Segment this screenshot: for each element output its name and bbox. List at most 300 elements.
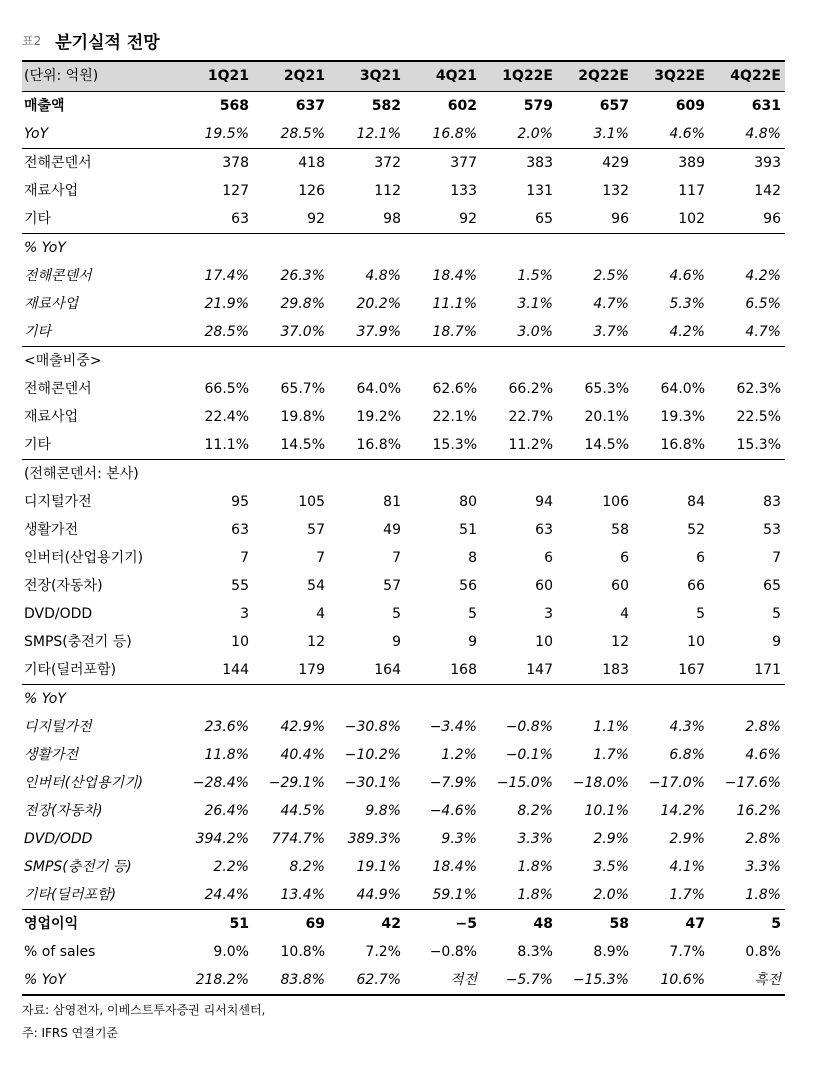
table-cell: 96 — [763, 210, 781, 227]
table-cell: 637 — [295, 97, 325, 114]
row-label: 재료사업 — [24, 295, 79, 312]
table-cell: 20.1% — [584, 408, 629, 425]
row-label: DVD/ODD — [24, 830, 93, 847]
table-cell: 4 — [620, 605, 629, 622]
table-row — [22, 431, 785, 460]
table-cell: 3 — [240, 605, 249, 622]
table-cell: 65.7% — [280, 380, 325, 397]
table-cell: 37.0% — [280, 323, 325, 340]
table-cell: 92 — [459, 210, 477, 227]
table-cell: 602 — [447, 97, 477, 114]
table-cell: 4.7% — [745, 323, 781, 340]
row-label: 재료사업 — [24, 182, 79, 199]
table-cell: 7 — [240, 549, 249, 566]
table-cell — [709, 346, 785, 375]
table-cell: 393 — [709, 148, 785, 177]
table-row — [22, 572, 785, 600]
table-cell: 47 — [633, 909, 709, 938]
table-cell: 3.3% — [745, 858, 781, 875]
table-cell: 5 — [772, 605, 781, 622]
table-cell: 62.7% — [329, 966, 405, 995]
table-cell: 66 — [687, 577, 705, 594]
table-cell — [557, 459, 633, 488]
table-row — [22, 684, 785, 713]
table-cell: 16.8% — [356, 436, 401, 453]
table-cell: 51 — [177, 909, 253, 938]
table-cell: 377 — [405, 148, 481, 177]
table-row — [22, 375, 785, 403]
table-cell: 22.5% — [736, 408, 781, 425]
table-cell: 84 — [687, 493, 705, 510]
table-cell: 59.1% — [432, 886, 477, 903]
table-row — [22, 656, 785, 685]
table-cell — [481, 346, 557, 375]
table-row — [22, 966, 785, 995]
table-cell — [177, 346, 253, 375]
table-cell: 0.8% — [745, 943, 781, 960]
table-cell: 126 — [298, 182, 325, 199]
table-cell: −3.4% — [429, 718, 477, 735]
table-cell — [405, 684, 481, 713]
table-cell: 3 — [544, 605, 553, 622]
table-cell: 65 — [763, 577, 781, 594]
table-cell: 92 — [307, 210, 325, 227]
column-header: 3Q22E — [633, 61, 709, 91]
table-cell — [633, 459, 709, 488]
table-cell: 6 — [544, 549, 553, 566]
table-cell: 26.4% — [204, 802, 249, 819]
table-cell: 7 — [316, 549, 325, 566]
table-cell: 51 — [459, 521, 477, 538]
table-cell: 6.5% — [745, 295, 781, 312]
table-cell: 94 — [535, 493, 553, 510]
table-cell: 10.6% — [633, 966, 709, 995]
row-label: (전해콘덴서: 본사) — [22, 459, 177, 488]
source-note: 자료: 삼영전자, 이베스트투자증권 리서치센터, — [22, 1003, 266, 1017]
table-row — [22, 459, 785, 488]
table-cell: 19.5% — [204, 125, 249, 142]
table-cell — [177, 684, 253, 713]
quarterly-results-table — [22, 60, 785, 996]
table-row — [22, 853, 785, 881]
table-body — [22, 91, 785, 995]
table-cell: 1.8% — [745, 886, 781, 903]
table-title-text: 분기실적 전망 — [55, 32, 160, 53]
table-cell: 389 — [633, 148, 709, 177]
table-cell: 63 — [231, 210, 249, 227]
table-cell: 5 — [468, 605, 477, 622]
table-cell: 42.9% — [280, 718, 325, 735]
table-cell: 42 — [329, 909, 405, 938]
table-cell: 16.8% — [660, 436, 705, 453]
table-cell: 1.7% — [593, 746, 629, 763]
table-cell — [177, 459, 253, 488]
table-row — [22, 797, 785, 825]
table-cell — [329, 346, 405, 375]
table-cell: 22.1% — [432, 408, 477, 425]
table-row — [22, 120, 785, 149]
row-label: 전해콘덴서 — [24, 267, 92, 284]
table-row — [22, 938, 785, 966]
table-cell: 164 — [374, 661, 401, 678]
table-row — [22, 318, 785, 347]
table-cell: 11.1% — [204, 436, 249, 453]
table-cell: 15.3% — [432, 436, 477, 453]
table-cell — [481, 684, 557, 713]
table-cell: 168 — [450, 661, 477, 678]
table-row — [22, 825, 785, 853]
table-cell: 378 — [177, 148, 253, 177]
table-cell: 6 — [620, 549, 629, 566]
table-row — [22, 262, 785, 290]
table-cell: 54 — [307, 577, 325, 594]
table-row — [22, 881, 785, 910]
table-row — [22, 909, 785, 938]
table-cell: 568 — [219, 97, 249, 114]
table-cell: 58 — [557, 909, 633, 938]
table-cell: 179 — [298, 661, 325, 678]
table-cell: 60 — [611, 577, 629, 594]
column-header: 3Q21 — [329, 61, 405, 91]
table-cell: 429 — [557, 148, 633, 177]
table-cell: 117 — [678, 182, 705, 199]
table-cell: 9.0% — [213, 943, 249, 960]
table-cell: 112 — [374, 182, 401, 199]
table-cell: 5.3% — [669, 295, 705, 312]
table-cell: 15.3% — [736, 436, 781, 453]
table-row — [22, 516, 785, 544]
table-cell: 24.4% — [204, 886, 249, 903]
unit-header: (단위: 억원) — [22, 61, 177, 91]
table-row — [22, 205, 785, 234]
row-label: 전장(자동차) — [24, 802, 103, 819]
table-cell: 52 — [687, 521, 705, 538]
table-cell: 44.5% — [280, 802, 325, 819]
table-cell: 7.7% — [669, 943, 705, 960]
table-cell: 14.5% — [280, 436, 325, 453]
table-row — [22, 488, 785, 516]
table-cell: 147 — [526, 661, 553, 678]
table-cell: −18.0% — [572, 774, 629, 791]
table-cell: 582 — [371, 97, 401, 114]
table-cell: 5 — [709, 909, 785, 938]
table-cell: 418 — [253, 148, 329, 177]
table-cell: 55 — [231, 577, 249, 594]
table-cell: 53 — [763, 521, 781, 538]
table-cell: 105 — [298, 493, 325, 510]
table-row — [22, 233, 785, 262]
table-cell: 17.4% — [204, 267, 249, 284]
table-cell: 383 — [481, 148, 557, 177]
table-cell: −5 — [405, 909, 481, 938]
row-label: SMPS(충전기 등) — [24, 858, 132, 875]
table-cell: 14.5% — [584, 436, 629, 453]
table-cell: 218.2% — [177, 966, 253, 995]
row-label: % YoY — [22, 233, 177, 262]
table-cell: 98 — [383, 210, 401, 227]
table-cell: 18.7% — [432, 323, 477, 340]
table-cell: −4.6% — [429, 802, 477, 819]
table-row — [22, 713, 785, 741]
table-cell — [557, 346, 633, 375]
table-cell: 66.5% — [204, 380, 249, 397]
table-cell: 9 — [468, 633, 477, 650]
row-label: % of sales — [24, 943, 96, 960]
row-label: % YoY — [22, 966, 177, 995]
table-cell: 28.5% — [280, 125, 325, 142]
table-cell: −17.6% — [724, 774, 781, 791]
row-label: YoY — [24, 125, 49, 142]
row-label: 인버터(산업용기기) — [24, 549, 144, 566]
column-header: 4Q21 — [405, 61, 481, 91]
table-cell: 2.9% — [593, 830, 629, 847]
column-header: 1Q21 — [177, 61, 253, 91]
table-cell: −0.8% — [505, 718, 553, 735]
table-cell: 3.0% — [517, 323, 553, 340]
table-cell: 4 — [316, 605, 325, 622]
table-cell: 20.2% — [356, 295, 401, 312]
table-cell: 609 — [675, 97, 705, 114]
table-row — [22, 403, 785, 431]
table-cell: 62.6% — [432, 380, 477, 397]
table-cell: 63 — [535, 521, 553, 538]
table-cell: 9.8% — [365, 802, 401, 819]
table-cell — [253, 346, 329, 375]
table-cell: 127 — [222, 182, 249, 199]
table-cell: 66.2% — [508, 380, 553, 397]
table-cell: 28.5% — [204, 323, 249, 340]
table-row — [22, 769, 785, 797]
table-cell: 80 — [459, 493, 477, 510]
table-cell: 1.1% — [593, 718, 629, 735]
table-cell: 65 — [535, 210, 553, 227]
table-cell: 23.6% — [204, 718, 249, 735]
table-cell: −28.4% — [192, 774, 249, 791]
table-cell: 적전 — [405, 966, 481, 995]
table-cell: 579 — [523, 97, 553, 114]
table-cell: 389.3% — [347, 830, 401, 847]
table-cell: 2.0% — [517, 125, 553, 142]
table-cell: 5 — [696, 605, 705, 622]
table-cell — [253, 684, 329, 713]
table-row — [22, 600, 785, 628]
row-label: 기타 — [24, 210, 52, 227]
table-cell — [329, 459, 405, 488]
table-cell: 13.4% — [280, 886, 325, 903]
table-cell: 19.3% — [660, 408, 705, 425]
table-cell: 56 — [459, 577, 477, 594]
table-cell — [405, 459, 481, 488]
table-cell: 6 — [696, 549, 705, 566]
table-cell: 4.8% — [365, 267, 401, 284]
table-cell: 7.2% — [365, 943, 401, 960]
table-cell: 58 — [611, 521, 629, 538]
table-cell: 83 — [763, 493, 781, 510]
table-cell: 3.1% — [593, 125, 629, 142]
table-cell: 64.0% — [660, 380, 705, 397]
row-label: % YoY — [22, 684, 177, 713]
row-label: 매출액 — [24, 97, 65, 114]
table-cell: −15.3% — [557, 966, 633, 995]
row-label: 전해콘덴서 — [22, 148, 177, 177]
table-cell: 62.3% — [736, 380, 781, 397]
row-label: 기타 — [24, 436, 52, 453]
table-cell: 60 — [535, 577, 553, 594]
table-cell — [405, 233, 481, 262]
table-cell: −15.0% — [496, 774, 553, 791]
table-cell: 8.3% — [517, 943, 553, 960]
table-cell — [709, 459, 785, 488]
table-cell: 657 — [599, 97, 629, 114]
table-cell: 81 — [383, 493, 401, 510]
table-row — [22, 91, 785, 120]
table-cell: 1.2% — [441, 746, 477, 763]
table-cell: 3.5% — [593, 858, 629, 875]
table-cell: −5.7% — [481, 966, 557, 995]
row-label: <매출비중> — [22, 346, 177, 375]
table-cell — [253, 233, 329, 262]
table-cell — [633, 233, 709, 262]
table-cell: 49 — [383, 521, 401, 538]
table-cell: −29.1% — [268, 774, 325, 791]
table-row — [22, 177, 785, 205]
table-cell: 22.7% — [508, 408, 553, 425]
table-cell: 4.1% — [669, 858, 705, 875]
table-cell: 142 — [754, 182, 781, 199]
table-cell: −17.0% — [648, 774, 705, 791]
table-row — [22, 544, 785, 572]
row-label: 기타(딜러포함) — [24, 661, 117, 678]
table-cell: 2.8% — [745, 718, 781, 735]
table-cell: 95 — [231, 493, 249, 510]
table-cell: 167 — [678, 661, 705, 678]
table-cell: 37.9% — [356, 323, 401, 340]
table-cell: 19.1% — [356, 858, 401, 875]
table-cell: 1.5% — [517, 267, 553, 284]
row-label: 인버터(산업용기기) — [24, 774, 144, 791]
table-cell: 65.3% — [584, 380, 629, 397]
column-header: 2Q21 — [253, 61, 329, 91]
table-cell: 11.8% — [204, 746, 249, 763]
table-cell: 48 — [481, 909, 557, 938]
table-cell: 8.9% — [593, 943, 629, 960]
table-cell: 774.7% — [271, 830, 325, 847]
table-cell: 10.8% — [280, 943, 325, 960]
table-cell — [177, 233, 253, 262]
column-header: 4Q22E — [709, 61, 785, 91]
table-cell: 132 — [602, 182, 629, 199]
table-cell: 96 — [611, 210, 629, 227]
table-cell — [481, 459, 557, 488]
table-cell: 5 — [392, 605, 401, 622]
row-label: 전해콘덴서 — [24, 380, 92, 397]
table-cell: 흑전 — [709, 966, 785, 995]
table-cell: 2.0% — [593, 886, 629, 903]
table-cell: 8.2% — [289, 858, 325, 875]
table-cell: 40.4% — [280, 746, 325, 763]
table-cell: 631 — [751, 97, 781, 114]
table-cell — [709, 233, 785, 262]
table-cell: 12.1% — [356, 125, 401, 142]
table-cell: 4.6% — [669, 125, 705, 142]
table-row — [22, 148, 785, 177]
table-cell: 16.8% — [432, 125, 477, 142]
table-cell: 18.4% — [432, 858, 477, 875]
table-cell: 12 — [307, 633, 325, 650]
table-cell: 394.2% — [195, 830, 249, 847]
table-row — [22, 628, 785, 656]
table-cell: 63 — [231, 521, 249, 538]
table-cell: 10 — [231, 633, 249, 650]
table-cell: −7.9% — [429, 774, 477, 791]
row-label: 전장(자동차) — [24, 577, 103, 594]
column-header: 2Q22E — [557, 61, 633, 91]
table-cell: 9 — [772, 633, 781, 650]
table-cell — [481, 233, 557, 262]
table-cell — [633, 346, 709, 375]
table-cell: 372 — [329, 148, 405, 177]
table-cell: 2.8% — [745, 830, 781, 847]
row-label: 디지털가전 — [24, 493, 92, 510]
table-cell: 57 — [307, 521, 325, 538]
table-header-row — [22, 61, 785, 91]
table-cell: −0.1% — [505, 746, 553, 763]
table-cell: 133 — [450, 182, 477, 199]
table-cell: 21.9% — [204, 295, 249, 312]
table-cell: 3.1% — [517, 295, 553, 312]
table-cell: 22.4% — [204, 408, 249, 425]
row-label: 기타(딜러포함) — [24, 886, 117, 903]
table-cell: 10 — [535, 633, 553, 650]
table-number: 표2 — [22, 33, 42, 48]
table-cell: 4.8% — [745, 125, 781, 142]
table-cell: 4.2% — [745, 267, 781, 284]
table-cell: −0.8% — [429, 943, 477, 960]
table-cell: −10.2% — [344, 746, 401, 763]
table-cell: 106 — [602, 493, 629, 510]
row-label: 생활가전 — [24, 746, 79, 763]
table-cell — [557, 684, 633, 713]
row-label: 기타 — [24, 323, 52, 340]
table-cell — [405, 346, 481, 375]
table-cell: 3.3% — [517, 830, 553, 847]
table-cell: −30.8% — [344, 718, 401, 735]
row-label: 영업이익 — [22, 909, 177, 938]
table-cell: 144 — [222, 661, 249, 678]
table-cell — [709, 684, 785, 713]
table-cell: 18.4% — [432, 267, 477, 284]
table-cell: 7 — [772, 549, 781, 566]
table-cell: 6.8% — [669, 746, 705, 763]
table-cell — [329, 233, 405, 262]
table-cell: 14.2% — [660, 802, 705, 819]
table-title — [22, 28, 160, 52]
table-cell: 9 — [392, 633, 401, 650]
table-row — [22, 346, 785, 375]
row-label: 재료사업 — [24, 408, 79, 425]
table-cell: 64.0% — [356, 380, 401, 397]
table-cell — [253, 459, 329, 488]
table-cell: 4.3% — [669, 718, 705, 735]
table-cell: 8 — [468, 549, 477, 566]
row-label: SMPS(충전기 등) — [24, 633, 132, 650]
table-cell — [329, 684, 405, 713]
table-cell: 2.9% — [669, 830, 705, 847]
table-cell: 1.8% — [517, 886, 553, 903]
table-cell: 10 — [687, 633, 705, 650]
table-cell: 4.6% — [669, 267, 705, 284]
table-cell: −30.1% — [344, 774, 401, 791]
